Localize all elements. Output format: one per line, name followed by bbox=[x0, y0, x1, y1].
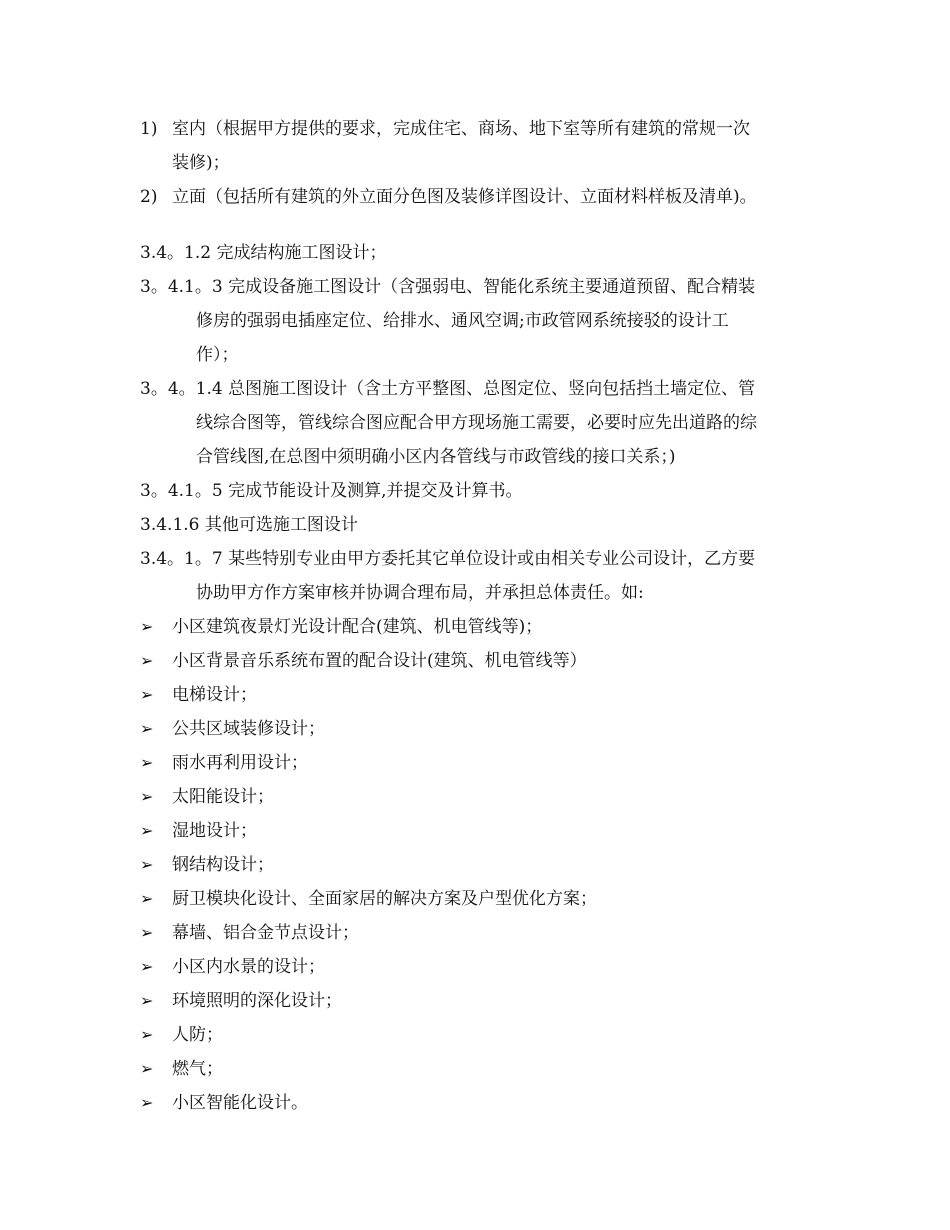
list-item-text: 电梯设计； bbox=[172, 685, 257, 705]
item-text: 室内（根据甲方提供的要求，完成住宅、商场、地下室等所有建筑的常规一次 bbox=[172, 119, 750, 139]
section-text: 线综合图等，管线综合图应配合甲方现场施工需要，必要时应先出道路的综 bbox=[196, 413, 757, 433]
list-item-text: 幕墙、铝合金节点设计； bbox=[172, 923, 359, 943]
paragraph-gap bbox=[0, 214, 950, 236]
arrow-bullet-icon: ➢ bbox=[140, 821, 154, 840]
list-item bbox=[0, 814, 950, 848]
list-item-text: 雨水再利用设计； bbox=[172, 753, 308, 773]
section-paragraph bbox=[0, 508, 950, 542]
item-text: 立面（包括所有建筑的外立面分色图及装修详图设计、立面材料样板及清单)。 bbox=[172, 187, 757, 207]
section-text: 协助甲方作方案审核并协调合理布局，并承担总体责任。如: bbox=[196, 583, 644, 603]
section-paragraph bbox=[0, 542, 950, 576]
section-continuation bbox=[0, 440, 950, 474]
list-item-text: 厨卫模块化设计、全面家居的解决方案及户型优化方案； bbox=[172, 889, 597, 909]
list-item-text: 湿地设计； bbox=[172, 821, 257, 841]
section-text: 合管线图,在总图中须明确小区内各管线与市政管线的接口关系；) bbox=[196, 447, 676, 467]
list-item bbox=[0, 1018, 950, 1052]
section-text: 3.4。1。7 某些特别专业由甲方委托其它单位设计或由相关专业公司设计，乙方要 bbox=[140, 549, 756, 569]
bullet-list bbox=[0, 610, 950, 1120]
numbered-item bbox=[0, 180, 950, 214]
list-item bbox=[0, 746, 950, 780]
list-item bbox=[0, 882, 950, 916]
arrow-bullet-icon: ➢ bbox=[140, 991, 154, 1010]
list-item-text: 钢结构设计； bbox=[172, 855, 274, 875]
section-text: 3。4.1。5 完成节能设计及测算,并提交及计算书。 bbox=[140, 481, 523, 501]
list-item-text: 燃气； bbox=[172, 1059, 223, 1079]
arrow-bullet-icon: ➢ bbox=[140, 787, 154, 806]
item-marker: 1) bbox=[140, 119, 158, 139]
numbered-item bbox=[0, 112, 950, 146]
section-text: 3。4。1.4 总图施工图设计（含土方平整图、总图定位、竖向包括挡土墙定位、管 bbox=[140, 379, 756, 399]
section-text: 3.4。1.2 完成结构施工图设计； bbox=[140, 243, 387, 263]
section-paragraph bbox=[0, 474, 950, 508]
section-paragraph bbox=[0, 372, 950, 406]
item-text: 装修)； bbox=[172, 153, 230, 173]
arrow-bullet-icon: ➢ bbox=[140, 651, 154, 670]
list-item-text: 小区内水景的设计； bbox=[172, 957, 325, 977]
arrow-bullet-icon: ➢ bbox=[140, 855, 154, 874]
list-item-text: 小区建筑夜景灯光设计配合(建筑、机电管线等)； bbox=[172, 617, 543, 637]
list-item bbox=[0, 780, 950, 814]
section-paragraph bbox=[0, 270, 950, 304]
arrow-bullet-icon: ➢ bbox=[140, 685, 154, 704]
list-item bbox=[0, 1086, 950, 1120]
item-marker: 2) bbox=[140, 187, 158, 207]
list-item-text: 人防； bbox=[172, 1025, 223, 1045]
list-item bbox=[0, 950, 950, 984]
arrow-bullet-icon: ➢ bbox=[140, 753, 154, 772]
list-item bbox=[0, 712, 950, 746]
section-text: 修房的强弱电插座定位、给排水、通风空调;市政管网系统接驳的设计工 bbox=[196, 311, 729, 331]
section-paragraph bbox=[0, 236, 950, 270]
list-item-text: 太阳能设计； bbox=[172, 787, 274, 807]
list-item bbox=[0, 1052, 950, 1086]
list-item-text: 公共区域装修设计； bbox=[172, 719, 325, 739]
section-continuation bbox=[0, 338, 950, 372]
list-item-text: 小区背景音乐系统布置的配合设计(建筑、机电管线等） bbox=[172, 651, 587, 671]
list-item bbox=[0, 984, 950, 1018]
arrow-bullet-icon: ➢ bbox=[140, 617, 154, 636]
arrow-bullet-icon: ➢ bbox=[140, 719, 154, 738]
section-continuation bbox=[0, 406, 950, 440]
list-item bbox=[0, 678, 950, 712]
arrow-bullet-icon: ➢ bbox=[140, 1025, 154, 1044]
list-item bbox=[0, 848, 950, 882]
list-item-text: 环境照明的深化设计； bbox=[172, 991, 342, 1011]
list-item bbox=[0, 610, 950, 644]
list-item-text: 小区智能化设计。 bbox=[172, 1093, 308, 1113]
arrow-bullet-icon: ➢ bbox=[140, 1093, 154, 1112]
arrow-bullet-icon: ➢ bbox=[140, 923, 154, 942]
numbered-item-continuation bbox=[0, 146, 950, 180]
arrow-bullet-icon: ➢ bbox=[140, 1059, 154, 1078]
section-continuation bbox=[0, 576, 950, 610]
arrow-bullet-icon: ➢ bbox=[140, 957, 154, 976]
section-text: 作）； bbox=[196, 345, 239, 365]
section-continuation bbox=[0, 304, 950, 338]
list-item bbox=[0, 916, 950, 950]
list-item bbox=[0, 644, 950, 678]
arrow-bullet-icon: ➢ bbox=[140, 889, 154, 908]
section-text: 3。4.1。3 完成设备施工图设计（含强弱电、智能化系统主要通道预留、配合精装 bbox=[140, 277, 756, 297]
section-text: 3.4.1.6 其他可选施工图设计 bbox=[140, 515, 358, 535]
